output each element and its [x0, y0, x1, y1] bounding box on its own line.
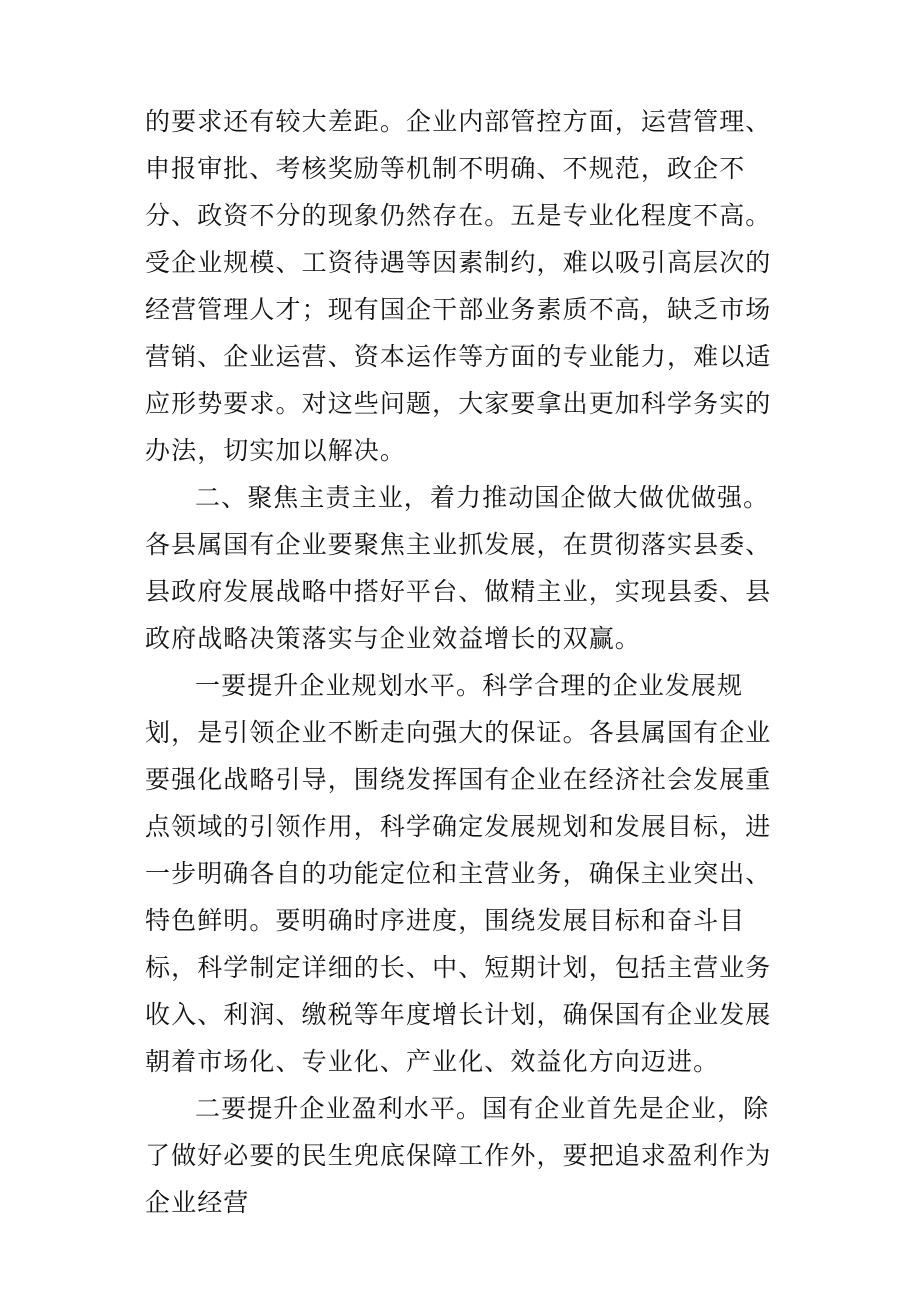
paragraph-planning-level: 一要提升企业规划水平。科学合理的企业发展规划，是引领企业不断走向强大的保证。各县属国有企业要强化战略引导，围绕发挥国有企业在经济社会发展重点领域的引领作用，科学确定发展规划和发展目标，进一步明确各自的功能定位和主营业务，确保主业突出、特色鲜明。要明确时序进度，围绕发展目标和奋斗目标，科学制定详细的长、中、短期计划，包括主营业务收入、利润、缴税等年度增长计划，确保国有企业发展朝着市场化、专业化、产业化、效益化方向迈进。 — [145, 671, 772, 1076]
paragraph-profit-level: 二要提升企业盈利水平。国有企业首先是企业，除了做好必要的民生兜底保障工作外，要把追求盈利作为企业经营 — [145, 1094, 772, 1217]
paragraph-section-two-heading: 二、聚焦主责主业，着力推动国企做大做优做强。各县属国有企业要聚焦主业抓发展，在贯彻落实县委、县政府发展战略中搭好平台、做精主业，实现县委、县政府战略决策落实与企业效益增长的双赢。 — [145, 483, 772, 653]
paragraph-continued-problems: 的要求还有较大差距。企业内部管控方面，运营管理、申报审批、考核奖励等机制不明确、不规范，政企不分、政资不分的现象仍然存在。五是专业化程度不高。受企业规模、工资待遇等因素制约，难以吸引高层次的经营管理人才；现有国企干部业务素质不高，缺乏市场营销、企业运营、资本运作等方面的专业能力，难以适应形势要求。对这些问题，大家要拿出更加科学务实的办法，切实加以解决。 — [145, 107, 772, 465]
document-body — [145, 98, 785, 1226]
